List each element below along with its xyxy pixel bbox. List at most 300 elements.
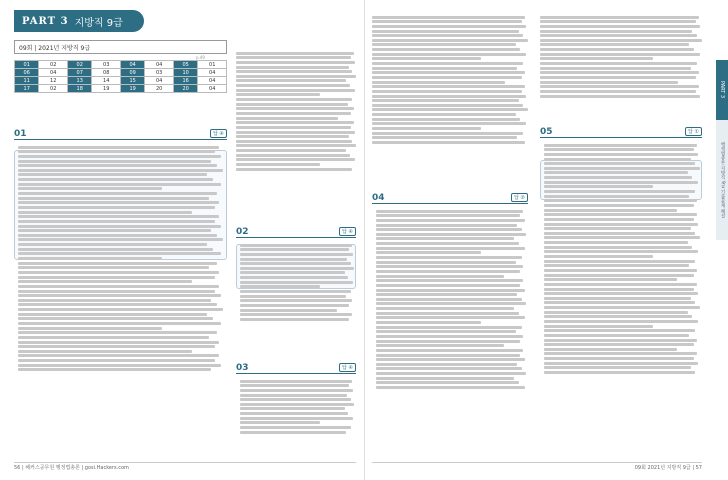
text-line: [18, 173, 207, 176]
text-line: [376, 210, 523, 213]
text-line: [372, 136, 517, 139]
text-line: [240, 304, 349, 307]
text-line: [540, 16, 699, 19]
text-line: [544, 362, 698, 365]
text-line: [372, 48, 520, 51]
text-line: [544, 366, 691, 369]
text-line: [240, 244, 352, 247]
text-line: [376, 275, 504, 278]
answer-cell: 03: [92, 61, 121, 69]
answer-tag: 답 ④: [210, 129, 227, 138]
text-line: [18, 262, 217, 265]
text-line: [540, 48, 694, 51]
text-line: [544, 223, 698, 226]
text-line: [376, 219, 525, 222]
explanation-text-05: [544, 142, 700, 458]
text-line: [376, 270, 520, 273]
question-number-cell: 10: [173, 69, 197, 77]
question-header-05: [540, 126, 702, 138]
text-line: [376, 224, 517, 227]
text-line: [544, 288, 694, 291]
text-line: [236, 107, 354, 110]
text-line: [18, 276, 215, 279]
text-line: [372, 118, 520, 121]
text-line: [376, 330, 516, 333]
part-side-subtab: 행정법총론 지방직 9급 기출문제 해설: [716, 120, 728, 240]
text-line: [540, 53, 700, 56]
answer-tag: 답 ④: [339, 227, 356, 236]
text-line: [544, 357, 694, 360]
text-line: [540, 76, 696, 79]
text-line: [376, 261, 516, 264]
text-line: [18, 225, 221, 228]
text-line: [376, 279, 523, 282]
question-number: 05: [540, 126, 553, 137]
text-line: [544, 250, 698, 253]
text-line: [544, 371, 695, 374]
text-line: [18, 243, 207, 246]
text-line: [540, 67, 691, 70]
text-line: [18, 271, 219, 274]
question-number-cell: 07: [67, 69, 91, 77]
text-line: [544, 339, 697, 342]
text-line: [376, 302, 526, 305]
text-line: [540, 62, 697, 65]
exam-label-bar: [14, 40, 227, 54]
text-line: [376, 265, 523, 268]
part-title: 지방직 9급: [74, 17, 123, 29]
question-number-cell: 06: [15, 69, 39, 77]
text-line: [544, 213, 697, 216]
text-line: [18, 331, 217, 334]
footer-divider: [14, 462, 356, 463]
text-line: [540, 71, 699, 74]
question-number-cell: 19: [120, 85, 144, 93]
text-line: [236, 154, 350, 157]
text-line: [544, 343, 694, 346]
explanation-text-02: [240, 242, 354, 352]
text-line: [544, 255, 653, 258]
text-line: [18, 164, 217, 167]
text-line: [544, 320, 698, 323]
text-line: [376, 237, 514, 240]
answer-cell: 04: [198, 85, 227, 93]
text-line: [18, 257, 162, 260]
text-line: [372, 113, 516, 116]
text-line: [372, 81, 505, 84]
question-header-04: [372, 192, 528, 204]
text-line: [236, 144, 356, 147]
text-line: [376, 349, 523, 352]
text-line: [236, 163, 320, 166]
answer-cell: 04: [145, 77, 174, 85]
text-line: [372, 30, 519, 33]
text-line: [240, 398, 351, 401]
text-line: [376, 242, 519, 245]
question-number-cell: 11: [15, 77, 39, 85]
text-line: [18, 345, 215, 348]
text-line: [18, 155, 221, 158]
text-line: [18, 364, 221, 367]
answer-cell: 04: [39, 69, 68, 77]
text-line: [18, 266, 209, 269]
text-line: [544, 274, 694, 277]
text-line: [376, 340, 520, 343]
text-line: [236, 52, 354, 55]
text-line: [376, 251, 481, 254]
answer-tag: 답 ①: [685, 127, 702, 136]
text-line: [18, 178, 213, 181]
text-line: [240, 384, 349, 387]
question-number: 03: [236, 362, 249, 373]
text-line: [372, 53, 526, 56]
text-line: [376, 377, 514, 380]
text-line: [544, 199, 697, 202]
text-line: [376, 247, 525, 250]
text-line: [18, 354, 219, 357]
text-line: [18, 327, 162, 330]
part-label: PART 3: [22, 15, 69, 27]
text-line: [240, 394, 347, 397]
text-line: [372, 62, 523, 65]
text-line: [376, 363, 517, 366]
text-line: [372, 108, 528, 111]
explanation-text-04b: [540, 14, 702, 129]
question-number-cell: 02: [67, 61, 91, 69]
text-line: [236, 93, 320, 96]
text-line: [240, 431, 346, 434]
text-line: [372, 141, 525, 144]
text-line: [544, 185, 653, 188]
page-gutter: [364, 0, 365, 480]
text-line: [240, 313, 352, 316]
text-line: [372, 99, 519, 102]
text-line: [18, 215, 219, 218]
text-line: [236, 103, 348, 106]
text-line: [372, 16, 525, 19]
text-line: [236, 135, 349, 138]
text-line: [240, 389, 353, 392]
text-line: [376, 386, 525, 389]
text-line: [372, 76, 522, 79]
text-line: [372, 132, 523, 135]
text-line: [540, 95, 700, 98]
text-line: [240, 258, 347, 261]
text-line: [236, 140, 352, 143]
text-line: [544, 297, 691, 300]
text-line: [540, 39, 702, 42]
text-line: [18, 229, 211, 232]
question-number-cell: 01: [15, 61, 39, 69]
text-line: [372, 85, 525, 88]
text-line: [544, 246, 692, 249]
text-line: [236, 126, 351, 129]
score-label: p.49: [196, 55, 205, 60]
text-line: [544, 348, 677, 351]
answer-cell: 04: [198, 77, 227, 85]
question-number-cell: 18: [67, 85, 91, 93]
text-line: [376, 312, 519, 315]
text-line: [18, 313, 207, 316]
text-line: [376, 233, 526, 236]
text-line: [544, 278, 677, 281]
explanation-text-03b: [372, 14, 528, 194]
text-line: [240, 262, 351, 265]
question-number-cell: 13: [67, 77, 91, 85]
footer-divider: [372, 462, 702, 463]
exam-label: 09회 | 2021년 지방직 9급: [19, 44, 91, 52]
text-line: [236, 117, 338, 120]
text-line: [376, 316, 525, 319]
text-line: [376, 214, 520, 217]
explanation-text-01: [18, 144, 223, 454]
text-line: [18, 252, 221, 255]
text-line: [18, 238, 223, 241]
text-line: [540, 30, 692, 33]
text-line: [236, 75, 356, 78]
question-header-01: [14, 128, 227, 140]
text-line: [544, 167, 700, 170]
question-number-cell: 15: [120, 77, 144, 85]
text-line: [544, 153, 698, 156]
text-line: [236, 61, 355, 64]
text-line: [18, 299, 211, 302]
text-line: [236, 121, 354, 124]
answer-cell: 04: [145, 61, 174, 69]
question-number-cell: 05: [173, 61, 197, 69]
question-number-cell: 09: [120, 69, 144, 77]
question-number-cell: 20: [173, 85, 197, 93]
question-number: 01: [14, 128, 27, 139]
explanation-text-04: [376, 208, 526, 458]
text-line: [18, 359, 215, 362]
text-line: [240, 412, 348, 415]
text-line: [18, 192, 217, 195]
text-line: [240, 276, 348, 279]
answer-row: [15, 69, 227, 77]
text-line: [544, 269, 697, 272]
text-line: [240, 318, 349, 321]
text-line: [544, 241, 688, 244]
text-line: [18, 280, 192, 283]
text-line: [544, 181, 698, 184]
text-line: [18, 169, 223, 172]
text-line: [376, 354, 520, 357]
text-line: [544, 227, 691, 230]
text-line: [544, 236, 700, 239]
text-line: [18, 317, 213, 320]
text-line: [376, 367, 522, 370]
text-line: [544, 148, 694, 151]
text-line: [372, 39, 528, 42]
text-line: [18, 183, 221, 186]
text-line: [540, 34, 697, 37]
text-line: [236, 84, 350, 87]
text-line: [18, 294, 221, 297]
text-line: [18, 336, 209, 339]
text-line: [240, 248, 349, 251]
text-line: [18, 160, 211, 163]
text-line: [376, 293, 517, 296]
text-line: [236, 98, 352, 101]
text-line: [540, 81, 678, 84]
answer-row: [15, 77, 227, 85]
text-line: [18, 308, 223, 311]
text-line: [18, 187, 162, 190]
text-line: [376, 326, 522, 329]
text-line: [376, 284, 520, 287]
text-line: [376, 298, 522, 301]
text-line: [540, 25, 700, 28]
text-line: [372, 90, 522, 93]
text-line: [18, 197, 209, 200]
text-line: [376, 381, 519, 384]
answer-cell: 02: [39, 85, 68, 93]
answer-row: [15, 61, 227, 69]
footer-right: 09회 2021년 지방직 9급 | 57: [634, 465, 702, 471]
answer-cell: 20: [145, 85, 174, 93]
text-line: [540, 20, 696, 23]
text-line: [540, 90, 696, 93]
text-line: [236, 66, 349, 69]
text-line: [18, 234, 217, 237]
text-line: [240, 299, 352, 302]
text-line: [544, 144, 697, 147]
text-line: [544, 162, 695, 165]
answer-cell: 02: [39, 61, 68, 69]
text-line: [18, 368, 211, 371]
text-line: [540, 57, 653, 60]
text-line: [18, 201, 219, 204]
text-line: [372, 127, 481, 130]
text-line: [236, 168, 352, 171]
text-line: [240, 403, 354, 406]
text-line: [372, 20, 522, 23]
answer-cell: 04: [198, 69, 227, 77]
text-line: [240, 421, 320, 424]
text-line: [544, 232, 695, 235]
text-line: [372, 104, 523, 107]
answer-row: [15, 85, 227, 93]
text-line: [236, 89, 355, 92]
text-line: [236, 56, 351, 59]
text-line: [236, 70, 352, 73]
text-line: [376, 358, 525, 361]
text-line: [240, 281, 353, 284]
text-line: [540, 85, 699, 88]
text-line: [240, 380, 352, 383]
text-line: [240, 267, 354, 270]
text-line: [540, 43, 689, 46]
answer-grid: [14, 60, 227, 93]
text-line: [372, 25, 526, 28]
text-line: [544, 292, 698, 295]
text-line: [544, 176, 692, 179]
text-line: [18, 285, 219, 288]
text-line: [544, 218, 694, 221]
text-line: [240, 271, 345, 274]
text-line: [18, 290, 215, 293]
text-line: [544, 306, 700, 309]
text-line: [18, 150, 215, 153]
footer-left: 56 | 해커스공무원 행정법총론 | gosi.Hackers.com: [14, 465, 129, 471]
text-line: [372, 122, 526, 125]
text-line: [544, 171, 688, 174]
question-header-02: [236, 226, 356, 238]
question-number-cell: 17: [15, 85, 39, 93]
answer-cell: 19: [92, 85, 121, 93]
text-line: [544, 334, 689, 337]
text-line: [240, 253, 353, 256]
text-line: [544, 325, 653, 328]
text-line: [376, 307, 514, 310]
question-header-03: [236, 362, 356, 374]
text-line: [544, 158, 691, 161]
text-line: [236, 112, 351, 115]
text-line: [236, 158, 355, 161]
text-line: [544, 301, 695, 304]
text-line: [544, 260, 695, 263]
text-line: [376, 256, 522, 259]
text-line: [544, 329, 695, 332]
text-line: [18, 211, 192, 214]
text-line: [372, 34, 523, 37]
text-line: [240, 426, 351, 429]
text-line: [544, 209, 677, 212]
text-line: [376, 228, 522, 231]
text-line: [376, 335, 523, 338]
text-line: [544, 264, 689, 267]
text-line: [240, 407, 345, 410]
text-line: [544, 315, 692, 318]
text-line: [544, 204, 694, 207]
text-line: [372, 43, 516, 46]
answer-cell: 01: [198, 61, 227, 69]
answer-tag: 답 ④: [339, 363, 356, 372]
question-number-cell: 04: [120, 61, 144, 69]
text-line: [236, 79, 346, 82]
text-line: [236, 149, 346, 152]
text-line: [372, 57, 481, 60]
answer-cell: 03: [145, 69, 174, 77]
text-line: [18, 248, 213, 251]
text-line: [544, 283, 697, 286]
text-line: [18, 350, 192, 353]
question-number: 04: [372, 192, 385, 203]
text-line: [544, 352, 697, 355]
text-line: [376, 372, 526, 375]
text-line: [372, 67, 517, 70]
part-header: [14, 10, 144, 32]
answer-cell: 08: [92, 69, 121, 77]
text-line: [18, 322, 221, 325]
text-line: [376, 344, 504, 347]
text-line: [376, 289, 525, 292]
text-line: [544, 195, 689, 198]
text-line: [544, 190, 695, 193]
text-line: [18, 303, 217, 306]
text-line: [240, 295, 346, 298]
explanation-text-01b: [236, 50, 356, 220]
part-side-tab: PART 3: [716, 60, 728, 120]
question-number-cell: 16: [173, 77, 197, 85]
text-line: [240, 290, 351, 293]
text-line: [18, 206, 215, 209]
text-line: [544, 311, 688, 314]
text-line: [18, 220, 215, 223]
text-line: [240, 285, 320, 288]
answer-cell: 14: [92, 77, 121, 85]
